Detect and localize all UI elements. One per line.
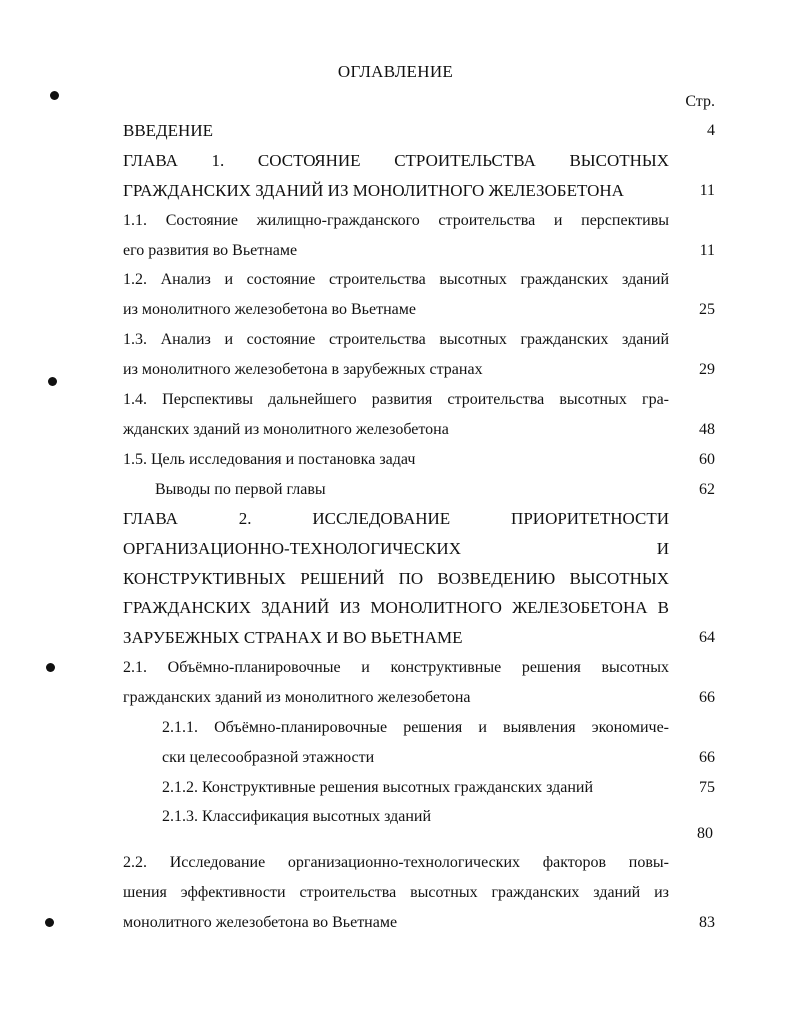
toc-entry-chapter-2: ГЛАВА 2. ИССЛЕДОВАНИЕ ПРИОРИТЕТНОСТИ — [123, 509, 669, 528]
toc-page-number: 48 — [699, 421, 715, 438]
toc-entry-chapter-2-cont: КОНСТРУКТИВНЫХ РЕШЕНИЙ ПО ВОЗВЕДЕНИЮ ВЫСОТНЫХ — [123, 569, 669, 588]
toc-entry-subsection-2-1-2: 2.1.2. Конструктивные решения высотных гражданских зданий — [162, 779, 594, 796]
toc-entry-section-1-1: 1.1. Состояние жилищно-гражданского строительства и перспективы — [123, 212, 669, 229]
toc-entry-section-2-2-cont: шения эффективности строительства высотных гражданских зданий из — [123, 884, 669, 901]
page-column-header: Стр. — [685, 93, 715, 110]
toc-entry-section-2-1: 2.1. Объёмно-планировочные и конструктивные решения высотных — [123, 659, 669, 676]
binder-hole-mark — [46, 663, 55, 672]
toc-entry-chapter-1-cont: ГРАЖДАНСКИХ ЗДАНИЙ ИЗ МОНОЛИТНОГО ЖЕЛЕЗОБЕТОНА — [123, 181, 624, 200]
toc-entry-subsection-2-1-3: 2.1.3. Классификация высотных зданий — [162, 808, 432, 825]
toc-entry-section-2-2-cont: монолитного железобетона во Вьетнаме — [123, 914, 398, 931]
toc-page-number: 4 — [707, 122, 715, 139]
toc-entry-subsection-2-1-1: 2.1.1. Объёмно-планировочные решения и выявления экономиче- — [162, 719, 669, 736]
binder-hole-mark — [48, 377, 57, 386]
toc-entry-section-1-3-cont: из монолитного железобетона в зарубежных странах — [123, 361, 483, 378]
toc-entry-chapter-2-cont: ОРГАНИЗАЦИОННО-ТЕХНОЛОГИЧЕСКИХ И — [123, 539, 669, 558]
toc-entry-section-2-2: 2.2. Исследование организационно-технологических факторов повы- — [123, 854, 669, 871]
toc-title: ОГЛАВЛЕНИЕ — [337, 62, 454, 81]
toc-entry-section-1-4: 1.4. Перспективы дальнейшего развития строительства высотных гра- — [123, 391, 669, 408]
toc-entry-conclusions-1: Выводы по первой главы — [155, 481, 326, 498]
binder-hole-mark — [45, 918, 54, 927]
toc-entry-chapter-1: ГЛАВА 1. СОСТОЯНИЕ СТРОИТЕЛЬСТВА ВЫСОТНЫХ — [123, 151, 669, 170]
toc-entry-chapter-2-cont: ЗАРУБЕЖНЫХ СТРАНАХ И ВО ВЬЕТНАМЕ — [123, 628, 463, 647]
toc-entry-subsection-2-1-1-cont: ски целесообразной этажности — [162, 749, 375, 766]
toc-entry-section-2-1-cont: гражданских зданий из монолитного железобетона — [123, 689, 471, 706]
toc-entry-section-1-2: 1.2. Анализ и состояние строительства высотных гражданских зданий — [123, 271, 669, 288]
toc-entry-chapter-2-cont: ГРАЖДАНСКИХ ЗДАНИЙ ИЗ МОНОЛИТНОГО ЖЕЛЕЗОБЕТОНА В — [123, 598, 669, 617]
toc-page-number: 60 — [699, 451, 715, 468]
toc-entry-introduction: ВВЕДЕНИЕ — [123, 121, 213, 140]
toc-page-number: 66 — [699, 689, 715, 706]
toc-page-number: 80 — [697, 825, 713, 842]
toc-page-number: 29 — [699, 361, 715, 378]
toc-page-number: 62 — [699, 481, 715, 498]
toc-entry-section-1-5: 1.5. Цель исследования и постановка задач — [123, 451, 416, 468]
toc-page-number: 64 — [699, 629, 715, 646]
toc-page-number: 66 — [699, 749, 715, 766]
toc-page-number: 75 — [699, 779, 715, 796]
toc-entry-section-1-2-cont: из монолитного железобетона во Вьетнаме — [123, 301, 416, 318]
toc-entry-section-1-1-cont: его развития во Вьетнаме — [123, 242, 298, 259]
toc-entry-section-1-4-cont: жданских зданий из монолитного железобетона — [123, 421, 449, 438]
toc-page-number: 11 — [699, 242, 715, 259]
toc-page-number: 83 — [699, 914, 715, 931]
toc-page-number: 25 — [699, 301, 715, 318]
toc-entry-section-1-3: 1.3. Анализ и состояние строительства высотных гражданских зданий — [123, 331, 669, 348]
toc-page-number: 11 — [699, 182, 715, 199]
binder-hole-mark — [50, 91, 59, 100]
